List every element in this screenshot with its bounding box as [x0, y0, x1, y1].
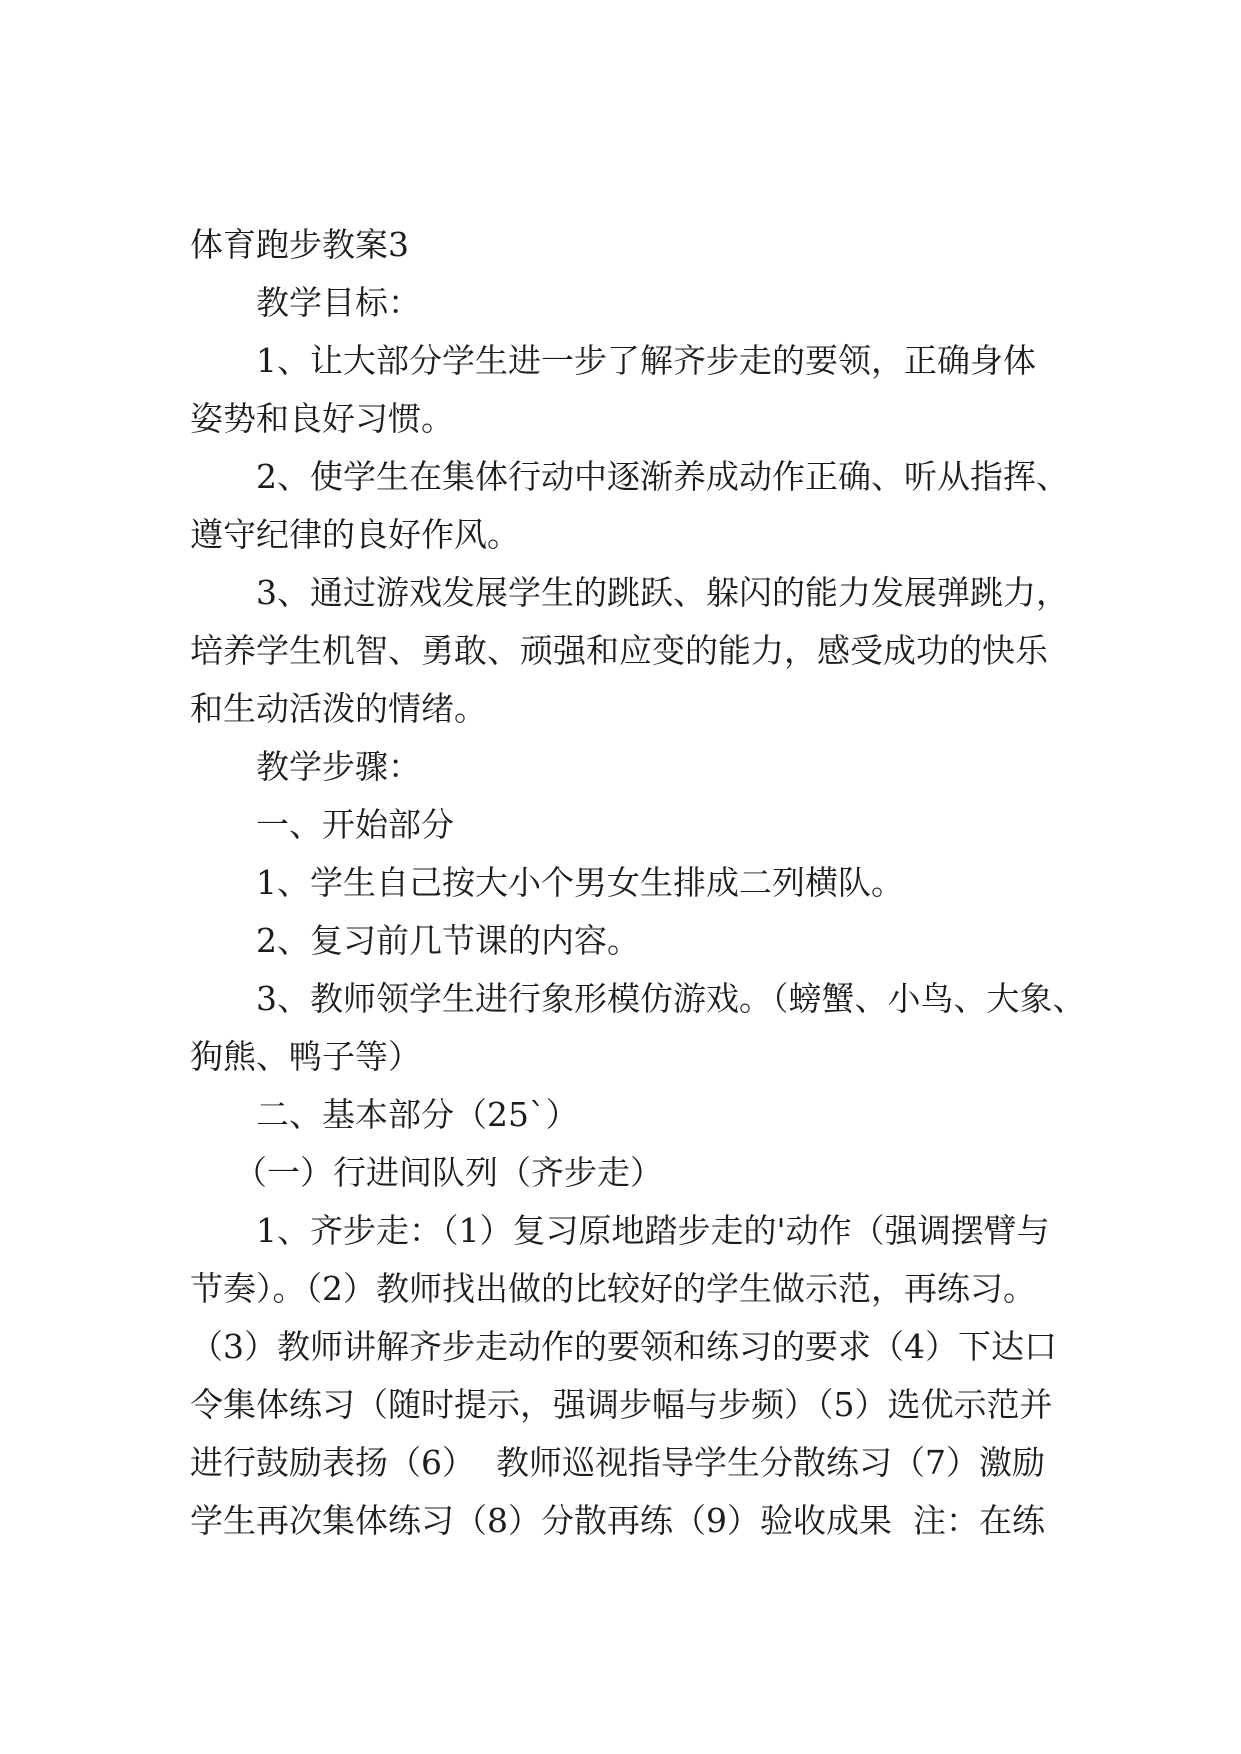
document-body — [190, 216, 1086, 1550]
subheading-marching-formation — [190, 1144, 1070, 1202]
paragraph-goal-3 — [190, 564, 1070, 738]
paragraph-line: （3）教师讲解齐步走动作的要领和练习的要求（4）下达口 — [190, 1327, 1057, 1366]
paragraph-line: 学生再次集体练习（8）分散再练（9）验收成果 注：在练 — [190, 1501, 1045, 1540]
paragraph-line: 二、基本部分（25`） — [256, 1095, 579, 1134]
paragraph-step-1 — [190, 854, 1070, 912]
paragraph-goal-2 — [190, 448, 1070, 564]
paragraph-line: 1、学生自己按大小个男女生排成二列横队。 — [256, 863, 904, 902]
heading-part-two — [190, 1086, 1070, 1144]
paragraph-line: 姿势和良好习惯。 — [190, 399, 454, 438]
paragraph-line: 2、复习前几节课的内容。 — [256, 921, 640, 960]
paragraph-line: 一、开始部分 — [256, 805, 454, 844]
paragraph-step-2 — [190, 912, 1070, 970]
paragraph-line: 和生动活泼的情绪。 — [190, 689, 487, 728]
paragraph-line: 教学步骤： — [256, 747, 421, 786]
paragraph-line: 令集体练习（随时提示，强调步幅与步频）（5）选优示范并 — [190, 1385, 1053, 1424]
heading-teaching-steps — [190, 738, 1070, 796]
paragraph-line: 节奏）。（2）教师找出做的比较好的学生做示范，再练习。 — [190, 1269, 1036, 1308]
paragraph-line: 教学目标： — [256, 283, 421, 322]
paragraph-line: 培养学生机智、勇敢、顽强和应变的能力，感受成功的快乐 — [190, 631, 1048, 670]
paragraph-march-steps — [190, 1202, 1070, 1550]
paragraph-line: 1、齐步走：（1）复习原地踏步走的'动作（强调摆臂与 — [256, 1211, 1050, 1250]
paragraph-goal-1 — [190, 332, 1070, 448]
document-title: 体育跑步教案3 — [190, 225, 409, 264]
paragraph-line: （一）行进间队列（齐步走） — [234, 1153, 663, 1192]
paragraph-line: 2、使学生在集体行动中逐渐养成动作正确、听从指挥、 — [256, 457, 1069, 496]
paragraph-line: 进行鼓励表扬（6） 教师巡视指导学生分散练习（7）激励 — [190, 1443, 1045, 1482]
heading-part-one — [190, 796, 1070, 854]
paragraph-line: 狗熊、鸭子等） — [190, 1037, 421, 1076]
paragraph-step-3 — [190, 970, 1086, 1086]
paragraph-line: 1、让大部分学生进一步了解齐步走的要领，正确身体 — [256, 341, 1036, 380]
paragraph-line: 3、通过游戏发展学生的跳跃、躲闪的能力发展弹跳力， — [256, 573, 1069, 612]
paragraph-line: 3、教师领学生进行象形模仿游戏。（螃蟹、小鸟、大象、 — [256, 979, 1086, 1018]
heading-teaching-goals — [190, 274, 1070, 332]
paragraph-line: 遵守纪律的良好作风。 — [190, 515, 520, 554]
